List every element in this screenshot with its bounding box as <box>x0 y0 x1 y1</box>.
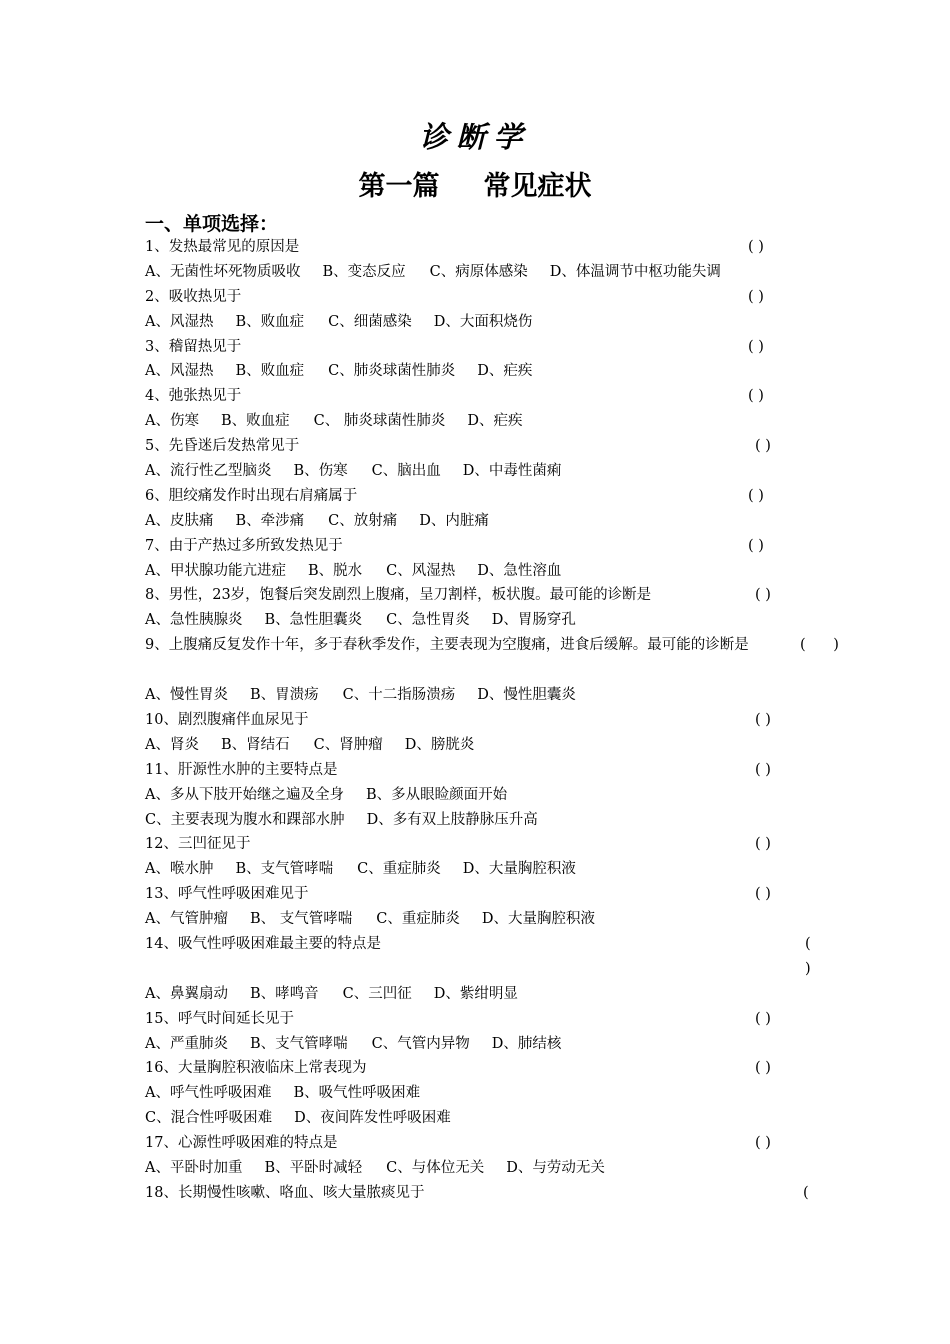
answer-option: C、放射痛 <box>328 512 398 529</box>
options-row <box>145 559 815 584</box>
part-heading <box>0 167 950 207</box>
answer-option: D、膀胱炎 <box>404 736 475 753</box>
answer-option: C、病原体感染 <box>429 263 528 280</box>
question-stem <box>145 434 815 459</box>
answer-option: D、疟疾 <box>477 363 533 380</box>
options-row <box>145 608 815 633</box>
answer-option: A、伤寒 <box>145 413 199 430</box>
options-row <box>145 409 815 434</box>
answer-blank: ( ) <box>805 935 811 977</box>
answer-option: D、肺结核 <box>491 1035 562 1052</box>
options-row <box>145 1156 815 1181</box>
options-row <box>145 982 815 1007</box>
question-text: 1、发热最常见的原因是 <box>145 239 300 255</box>
answer-option: D、中毒性菌痢 <box>462 463 562 480</box>
answer-option: D、大面积烧伤 <box>433 313 533 330</box>
answer-option: B、伤寒 <box>293 463 348 480</box>
answer-option: D、紫绀明显 <box>433 985 518 1002</box>
options-row <box>145 683 815 708</box>
question-stem <box>145 758 815 783</box>
answer-option: C、 肺炎球菌性肺炎 <box>313 413 446 430</box>
answer-option: B、吸气性呼吸困难 <box>293 1085 421 1102</box>
answer-option: A、无菌性坏死物质吸收 <box>145 263 301 280</box>
answer-option: A、肾炎 <box>145 736 199 753</box>
answer-option: B、败血症 <box>235 363 305 380</box>
options-row <box>145 509 815 534</box>
answer-option: B、支气管哮喘 <box>235 861 334 878</box>
answer-option: B、平卧时减轻 <box>264 1160 363 1176</box>
options-row <box>145 808 815 833</box>
answer-blank: ( ) <box>755 711 771 728</box>
options-row <box>145 1032 815 1057</box>
question-stem <box>145 832 815 857</box>
answer-option: C、混合性呼吸困难 <box>145 1110 273 1127</box>
answer-option: B、败血症 <box>235 313 305 330</box>
question-stem <box>145 708 815 733</box>
answer-option: C、气管内异物 <box>371 1035 470 1052</box>
answer-option: D、急性溶血 <box>477 562 562 579</box>
answer-option: C、主要表现为腹水和踝部水肿 <box>145 811 345 828</box>
question-text: 4、弛张热见于 <box>145 388 242 405</box>
question-stem <box>145 1131 815 1156</box>
question-text: 10、剧烈腹痛伴血尿见于 <box>145 711 309 728</box>
answer-option: B、脱水 <box>307 562 363 579</box>
answer-option: A、甲状腺功能亢进症 <box>145 562 286 579</box>
answer-option: C、重症肺炎 <box>376 911 460 928</box>
options-row <box>145 857 815 882</box>
options-row <box>145 907 815 932</box>
options-row <box>145 1081 815 1106</box>
answer-blank: ( ) <box>755 438 771 455</box>
answer-option: A、严重肺炎 <box>145 1035 228 1052</box>
answer-option: A、多从下肢开始继之遍及全身 <box>145 786 344 803</box>
answer-option: B、多从眼睑颜面开始 <box>365 786 508 803</box>
answer-blank: ( ) <box>755 1010 771 1027</box>
answer-option: D、大量胸腔积液 <box>462 861 576 878</box>
question-stem <box>145 335 815 360</box>
answer-option: A、风湿热 <box>145 363 214 380</box>
question-stem <box>145 384 815 409</box>
answer-blank: ( ) <box>755 1135 771 1152</box>
question-list <box>145 235 839 1206</box>
question-text: 5、先昏迷后发热常见于 <box>145 438 300 455</box>
question-text: 2、吸收热见于 <box>145 288 242 305</box>
answer-option: B、败血症 <box>220 413 290 430</box>
question-stem <box>145 633 839 683</box>
options-row <box>145 783 815 808</box>
answer-blank: ( ) <box>755 587 771 604</box>
question-text: 17、心源性呼吸困难的特点是 <box>145 1135 338 1152</box>
answer-blank: ( ) <box>755 886 771 903</box>
question-stem <box>145 484 815 509</box>
answer-option: A、平卧时加重 <box>145 1160 243 1176</box>
answer-option: D、疟疾 <box>467 413 523 430</box>
answer-option: C、细菌感染 <box>328 313 412 330</box>
question-stem <box>145 882 815 907</box>
question-text: 7、由于产热过多所致发热见于 <box>145 537 343 554</box>
answer-option: D、与劳动无关 <box>506 1160 605 1176</box>
answer-option: D、多有双上肢静脉压升高 <box>366 811 538 828</box>
answer-blank: ( ) <box>748 487 764 504</box>
answer-blank: ( ) <box>748 388 764 405</box>
question-text: 9、上腹痛反复发作十年，多于春秋季发作，主要表现为空腹痛，进食后缓解。最可能的诊断是 <box>145 637 749 654</box>
answer-option: B、哮鸣音 <box>249 985 319 1002</box>
question-text: 12、三凹征见于 <box>145 836 251 853</box>
answer-blank: ( ) <box>748 537 764 554</box>
question-stem <box>145 285 815 310</box>
answer-option: A、流行性乙型脑炎 <box>145 463 272 480</box>
answer-option: C、肾肿瘤 <box>313 736 383 753</box>
options-row <box>145 260 815 285</box>
options-row <box>145 733 815 758</box>
options-row <box>145 310 815 335</box>
answer-blank: ( ) <box>800 637 839 654</box>
answer-blank: ( ) <box>748 288 764 305</box>
answer-option: A、急性胰腺炎 <box>145 612 243 629</box>
part-name: 常见症状 <box>483 171 592 202</box>
options-row <box>145 359 815 384</box>
question-stem <box>145 1181 815 1206</box>
answer-option: C、肺炎球菌性肺炎 <box>328 363 456 380</box>
question-text: 3、稽留热见于 <box>145 338 242 355</box>
answer-option: C、重症肺炎 <box>357 861 441 878</box>
answer-option: B、支气管哮喘 <box>249 1035 348 1052</box>
part-label: 第一篇 <box>358 171 440 202</box>
question-stem <box>145 235 815 260</box>
question-text: 6、胆绞痛发作时出现右肩痛属于 <box>145 487 358 504</box>
answer-option: A、慢性胃炎 <box>145 687 228 704</box>
answer-option: B、急性胆囊炎 <box>264 612 363 629</box>
answer-option: D、内脏痛 <box>419 512 489 529</box>
answer-option: D、慢性胆囊炎 <box>477 687 576 704</box>
answer-option: D、体温调节中枢功能失调 <box>549 263 721 280</box>
section-heading: 一、单项选择： <box>145 213 279 235</box>
answer-blank: ( ) <box>755 836 771 853</box>
question-text: 15、呼气时间延长见于 <box>145 1010 294 1027</box>
answer-blank: ( ) <box>748 338 764 355</box>
answer-blank: ( <box>803 1184 809 1201</box>
document-title: 诊断学 <box>419 120 531 154</box>
question-stem <box>145 583 815 608</box>
answer-option: A、呼气性呼吸困难 <box>145 1085 272 1102</box>
answer-option: A、风湿热 <box>145 313 214 330</box>
answer-blank: ( ) <box>755 1060 771 1077</box>
answer-option: A、皮肤痛 <box>145 512 214 529</box>
answer-option: C、与体位无关 <box>386 1160 485 1176</box>
question-text: 18、长期慢性咳嗽、咯血、咳大量脓痰见于 <box>145 1184 425 1201</box>
question-text: 14、吸气性呼吸困难最主要的特点是 <box>145 935 381 952</box>
answer-option: B、 支气管哮喘 <box>249 911 353 928</box>
question-stem <box>145 932 815 982</box>
question-stem <box>145 534 815 559</box>
answer-blank: ( ) <box>748 239 764 255</box>
options-row <box>145 459 815 484</box>
answer-option: A、气管肿瘤 <box>145 911 228 928</box>
question-text: 13、呼气性呼吸困难见于 <box>145 886 309 903</box>
answer-option: B、胃溃疡 <box>249 687 319 704</box>
question-stem <box>145 1056 815 1081</box>
question-text: 11、肝源性水肿的主要特点是 <box>145 761 338 778</box>
answer-option: C、十二指肠溃疡 <box>342 687 456 704</box>
answer-option: A、喉水肿 <box>145 861 214 878</box>
question-text: 16、大量胸腔积液临床上常表现为 <box>145 1060 367 1077</box>
answer-option: C、三凹征 <box>342 985 412 1002</box>
answer-option: D、大量胸腔积液 <box>481 911 595 928</box>
options-row <box>145 1106 815 1131</box>
answer-blank: ( ) <box>755 761 771 778</box>
question-text: 8、男性，23岁，饱餐后突发剧烈上腹痛，呈刀割样，板状腹。最可能的诊断是 <box>145 587 652 604</box>
answer-option: D、夜间阵发性呼吸困难 <box>294 1110 451 1127</box>
question-stem <box>145 1007 815 1032</box>
answer-option: C、脑出血 <box>371 463 441 480</box>
answer-option: B、肾结石 <box>220 736 290 753</box>
answer-option: C、急性胃炎 <box>386 612 470 629</box>
answer-option: B、牵涉痛 <box>235 512 305 529</box>
answer-option: B、变态反应 <box>322 263 406 280</box>
answer-option: A、鼻翼扇动 <box>145 985 228 1002</box>
answer-option: D、胃肠穿孔 <box>491 612 576 629</box>
answer-option: C、风湿热 <box>386 562 456 579</box>
